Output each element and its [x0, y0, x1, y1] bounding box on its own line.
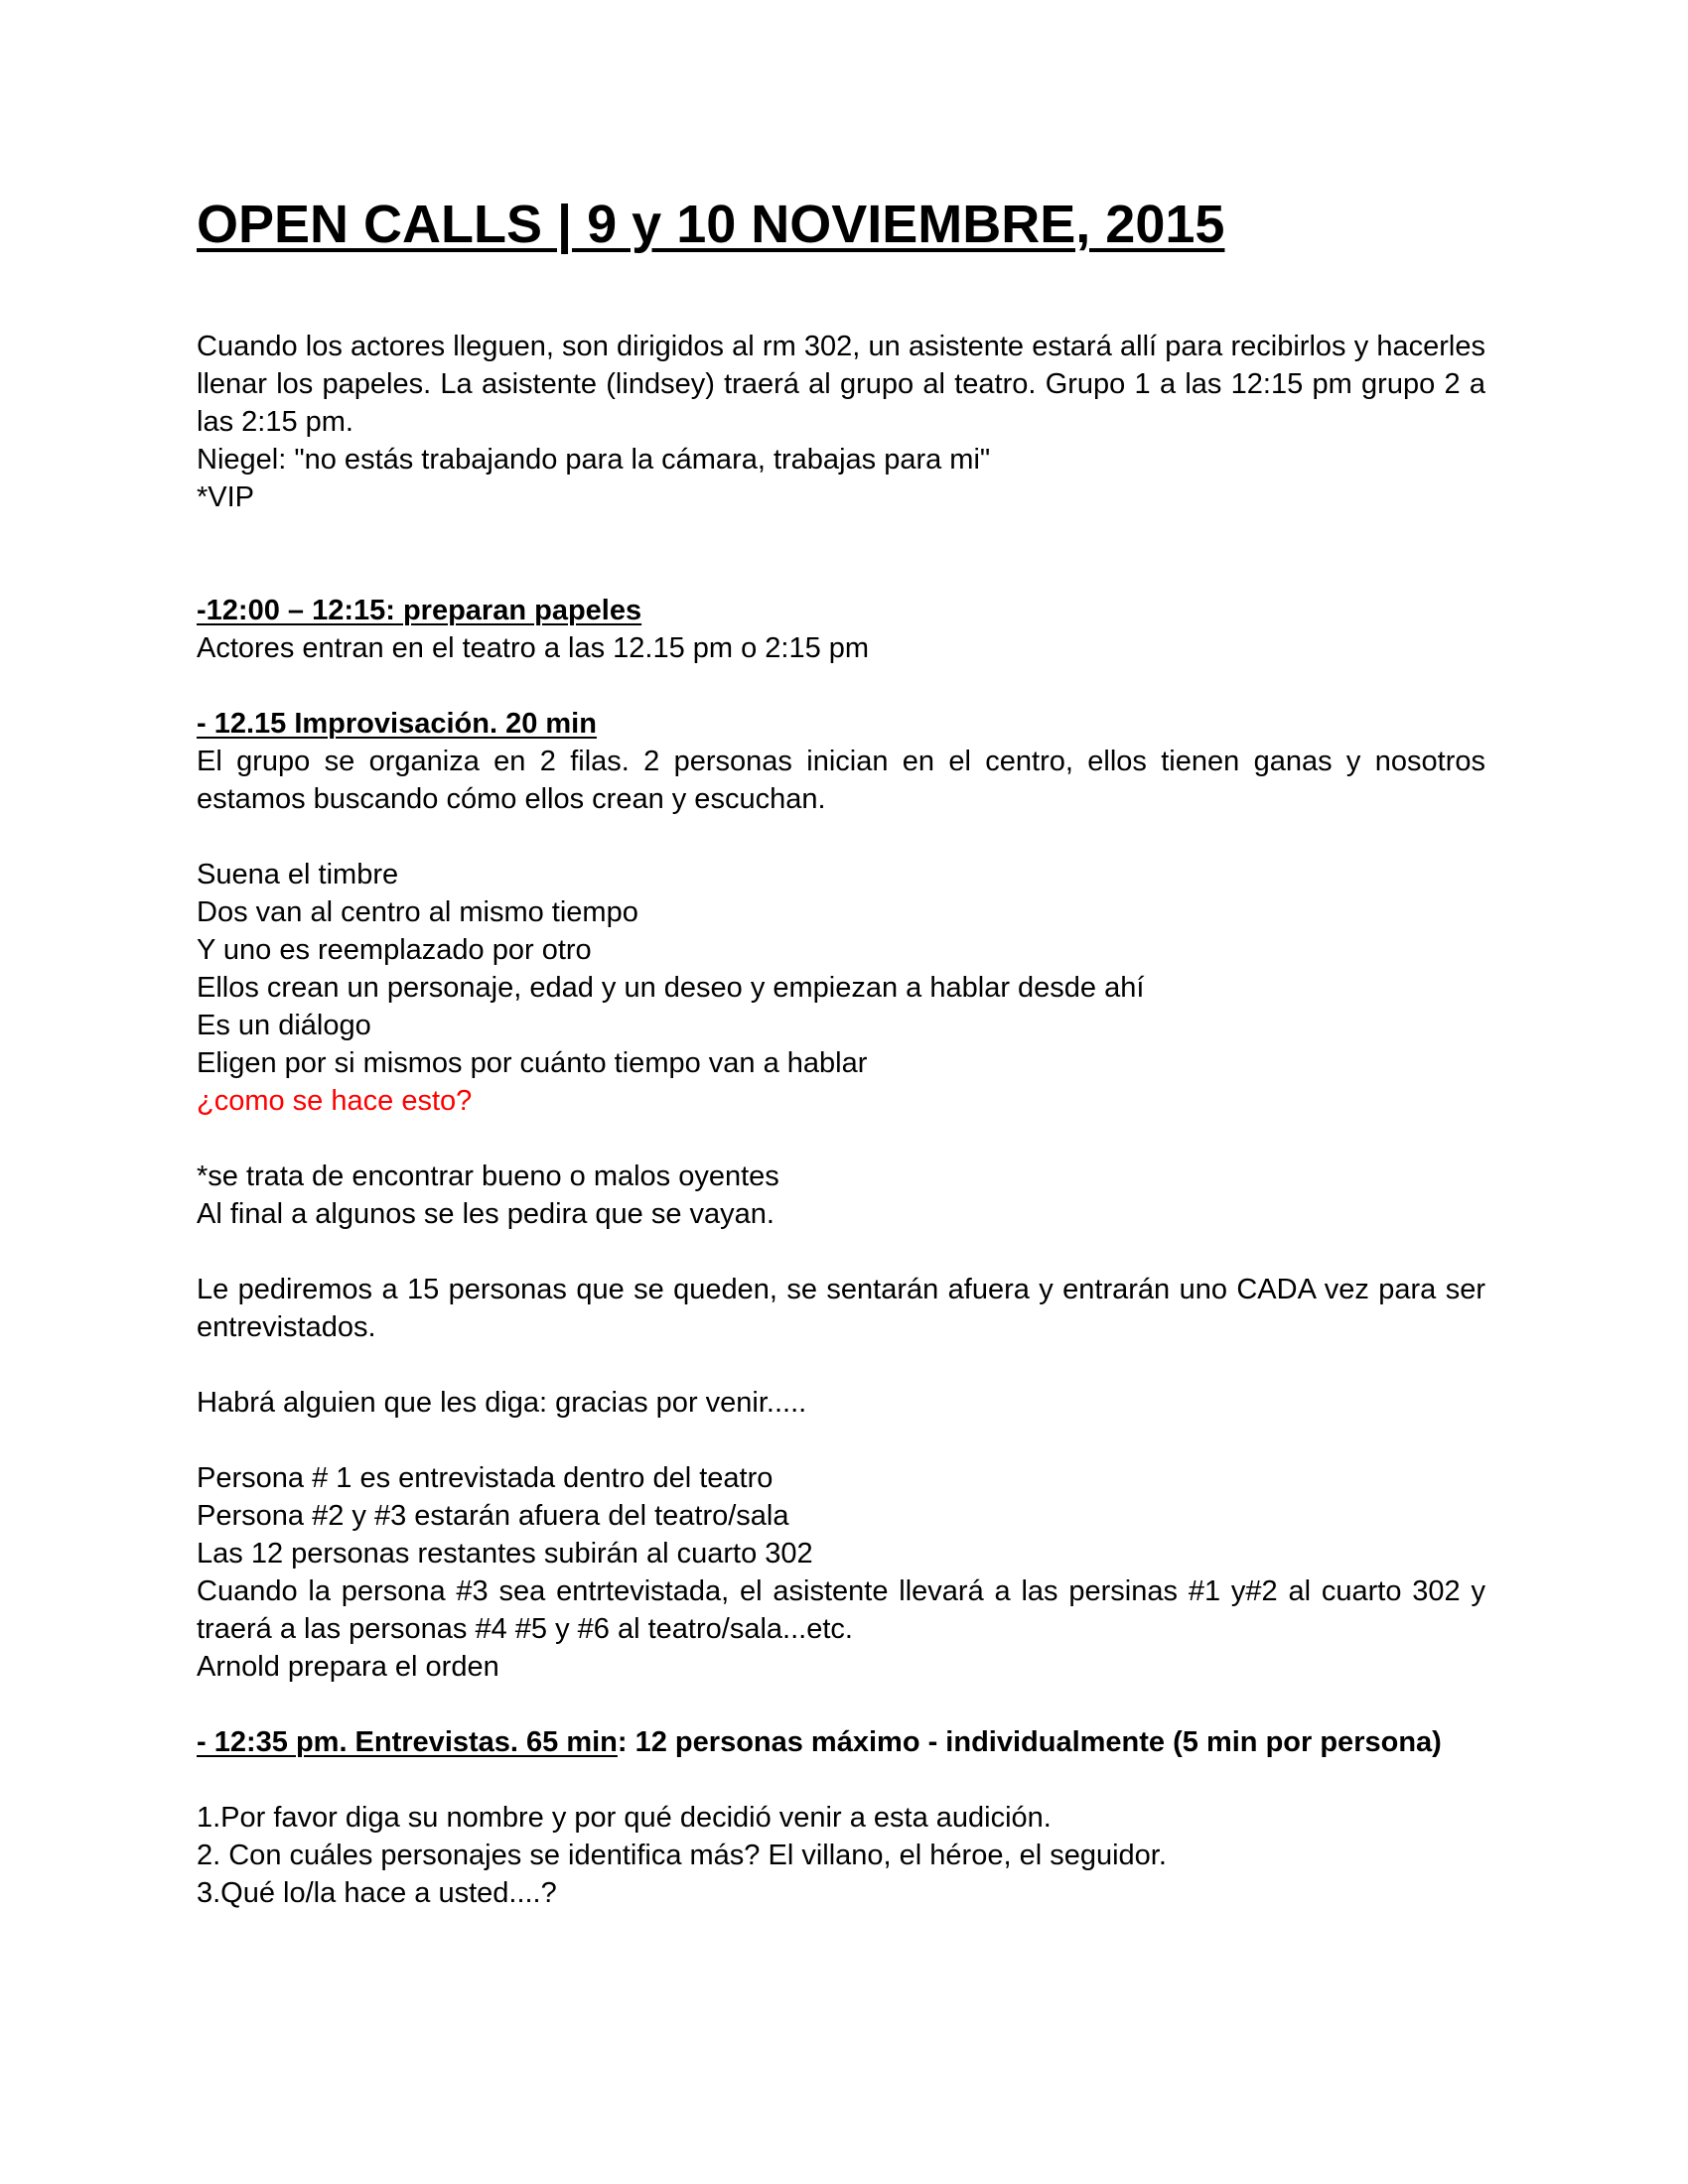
dismissal-note: Al final a algunos se les pedira que se vayan.	[197, 1198, 774, 1230]
section-heading-interviews	[197, 1723, 1485, 1761]
section-text-actors-enter: Actores entran en el teatro a las 12.15 pm o 2:15 pm	[197, 632, 870, 664]
listeners-note: *se trata de encontrar bueno o malos oyentes	[197, 1160, 779, 1192]
spacer	[197, 1686, 1485, 1723]
fifteen-people-paragraph: Le pediremos a 15 personas que se queden, se sentarán afuera y entrarán uno CADA vez para ser entrevistados.	[197, 1274, 1485, 1343]
thanks-note: Habrá alguien que les diga: gracias por venir.....	[197, 1387, 807, 1419]
rotation-paragraph: Cuando la persona #3 sea entrtevistada, el asistente llevará a las persinas #1 y#2 al cuarto 302 y traerá a las personas #4 #5 y #6 al teatro/sala...etc.	[197, 1575, 1485, 1645]
spacer	[197, 667, 1485, 705]
improvisation-step: Dos van al centro al mismo tiempo	[197, 896, 638, 928]
spacer	[197, 516, 1485, 592]
intro-quote: Niegel: "no estás trabajando para la cámara, trabajas para mi"	[197, 444, 991, 476]
document-page	[197, 191, 1485, 1912]
person-line: Persona # 1 es entrevistada dentro del teatro	[197, 1462, 774, 1494]
spacer	[197, 1346, 1485, 1384]
intro-paragraph: Cuando los actores lleguen, son dirigidos al rm 302, un asistente estará allí para recibirlos y hacerles llenar los papeles. La asistente (lindsey) traerá al grupo al teatro. Grupo 1 a las 12:15 pm grupo 2 a las 2:15 pm.	[197, 331, 1485, 438]
red-question-note: ¿como se hace esto?	[197, 1085, 473, 1117]
spacer	[197, 1233, 1485, 1271]
intro-vip: *VIP	[197, 481, 255, 513]
interview-question: 1.Por favor diga su nombre y por qué decidió venir a esta audición.	[197, 1802, 1052, 1834]
section-heading-preparation: -12:00 – 12:15: preparan papeles	[197, 595, 642, 626]
interviews-heading-rest: : 12 personas máximo - individualmente (5 min por persona)	[617, 1726, 1442, 1758]
section-heading-improvisation: - 12.15 Improvisación. 20 min	[197, 708, 597, 740]
arnold-note: Arnold prepara el orden	[197, 1651, 499, 1683]
improvisation-step: Es un diálogo	[197, 1010, 371, 1041]
interviews-heading-underlined: - 12:35 pm. Entrevistas. 65 min	[197, 1726, 618, 1758]
improvisation-step: Ellos crean un personaje, edad y un deseo y empiezan a hablar desde ahí	[197, 972, 1145, 1004]
person-line: Persona #2 y #3 estarán afuera del teatro/sala	[197, 1500, 789, 1532]
improvisation-paragraph: El grupo se organiza en 2 filas. 2 personas inician en el centro, ellos tienen ganas y nosotros estamos buscando cómo ellos crean y escuchan.	[197, 746, 1485, 815]
spacer	[197, 1422, 1485, 1459]
improvisation-step: Suena el timbre	[197, 859, 399, 890]
person-line: Las 12 personas restantes subirán al cuarto 302	[197, 1538, 813, 1570]
spacer	[197, 1120, 1485, 1158]
spacer	[197, 1761, 1485, 1799]
spacer	[197, 818, 1485, 856]
improvisation-step: Eligen por si mismos por cuánto tiempo van a hablar	[197, 1047, 868, 1079]
interview-question: 3.Qué lo/la hace a usted....?	[197, 1877, 557, 1909]
interview-question: 2. Con cuáles personajes se identifica más? El villano, el héroe, el seguidor.	[197, 1840, 1167, 1871]
document-title: OPEN CALLS | 9 y 10 NOVIEMBRE, 2015	[197, 195, 1225, 254]
improvisation-step: Y uno es reemplazado por otro	[197, 934, 592, 966]
